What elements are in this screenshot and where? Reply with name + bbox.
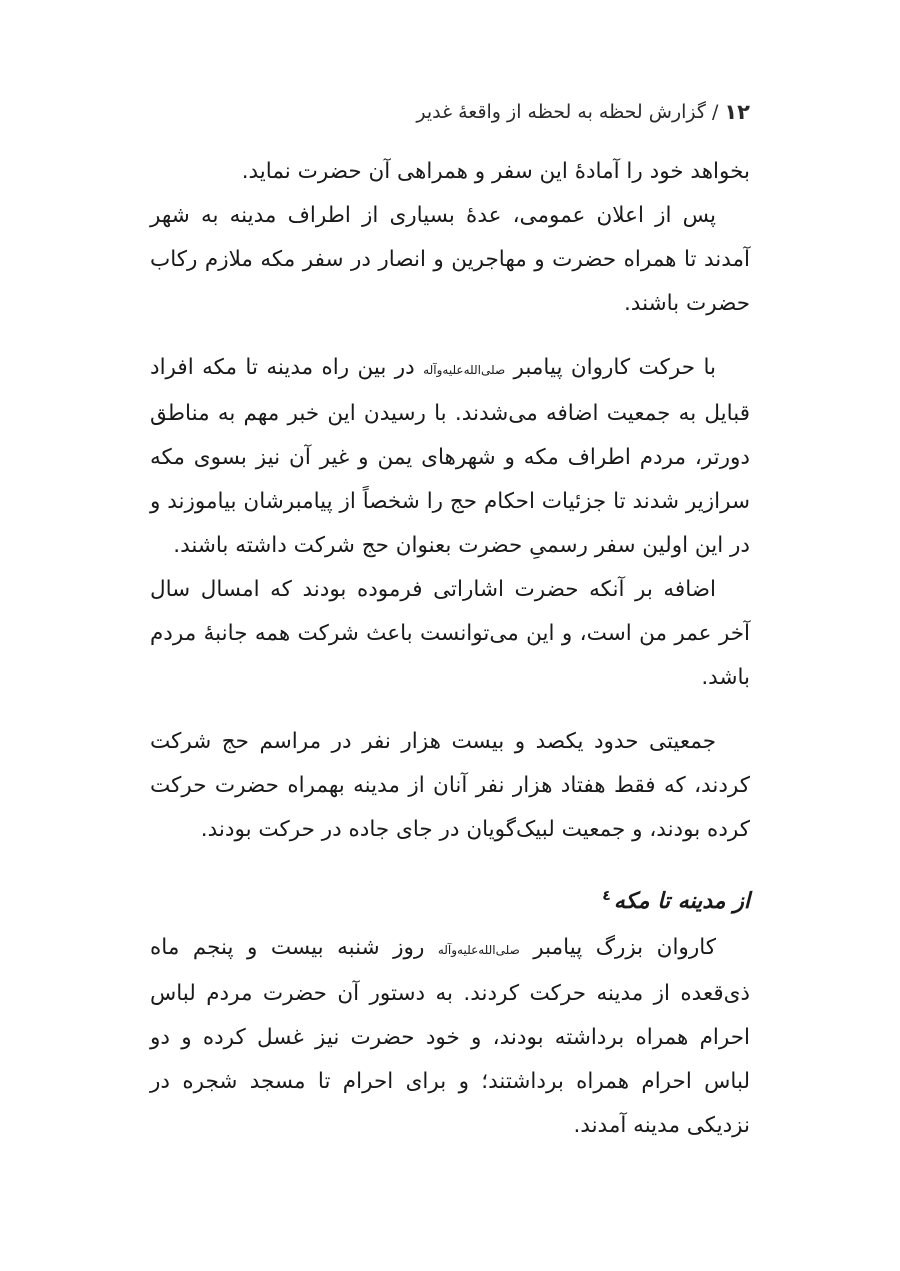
paragraph: پس از اعلان عمومی، عدهٔ بسیاری از اطراف مدینه به شهر آمدند تا همراه حضرت و مهاجرین و انصار در سفر مکه ملازم رکاب حضرت باشند. bbox=[150, 203, 750, 316]
section-heading bbox=[150, 880, 750, 924]
running-header bbox=[150, 94, 750, 130]
page-number: ۱۲ bbox=[724, 100, 750, 124]
body-text bbox=[150, 150, 750, 1148]
paragraph-text: روز شنبه بیست و پنجم ماه ذی‌قعده از مدینه حرکت کردند. به دستور آن حضرت مردم لباس احرام همراه برداشته بودند، و خود حضرت نیز غسل کرده و دو لباس احرام همراه برداشتند؛ و برای احرام تا مسجد شجره در نزدیکی مدینه آمدند. bbox=[150, 935, 750, 1138]
paragraph: جمعیتی حدود یکصد و بیست هزار نفر در مراسم حج شرکت کردند، که فقط هفتاد هزار نفر آنان از مدینه بهمراه حضرت حرکت کرده بودند، و جمعیت لبیک‌گویان در جای جاده در حرکت بودند. bbox=[150, 729, 750, 842]
section-heading-text: از مدینه تا مکه bbox=[613, 889, 750, 914]
honorific-text: صلی‌الله‌علیه‌وآله bbox=[437, 943, 520, 957]
footnote-reference: ٤ bbox=[602, 887, 611, 904]
paragraph bbox=[150, 346, 750, 568]
paragraph bbox=[150, 926, 750, 1148]
honorific-text: صلی‌الله‌علیه‌وآله bbox=[423, 363, 506, 377]
book-title: گزارش لحظه به لحظه از واقعهٔ غدیر bbox=[416, 101, 706, 123]
paragraph-text: با حرکت کاروان پیامبر bbox=[505, 355, 717, 380]
paragraph: اضافه بر آنکه حضرت اشاراتی فرموده بودند که امسال سال آخر عمر من است، و این می‌توانست باعث شرکت همه جانبهٔ مردم باشد. bbox=[150, 577, 750, 690]
paragraph-text: در بین راه مدینه تا مکه افراد قبایل به جمعیت اضافه می‌شدند. با رسیدن این خبر مهم به مناطق دورتر، مردم اطراف مکه و شهرهای یمن و غیر آن نیز بسوی مکه سرازیر شدند تا جزئیات احکام حج را شخصاً از پیامبرشان بیاموزند و در این اولین سفر رسمیِ حضرت بعنوان حج شرکت داشته باشند. bbox=[150, 355, 750, 558]
paragraph-text: کاروان بزرگ پیامبر bbox=[519, 935, 716, 960]
header-separator: / bbox=[711, 101, 719, 123]
paragraph-continued: بخواهد خود را آمادهٔ این سفر و همراهی آن حضرت نماید. bbox=[241, 159, 750, 184]
